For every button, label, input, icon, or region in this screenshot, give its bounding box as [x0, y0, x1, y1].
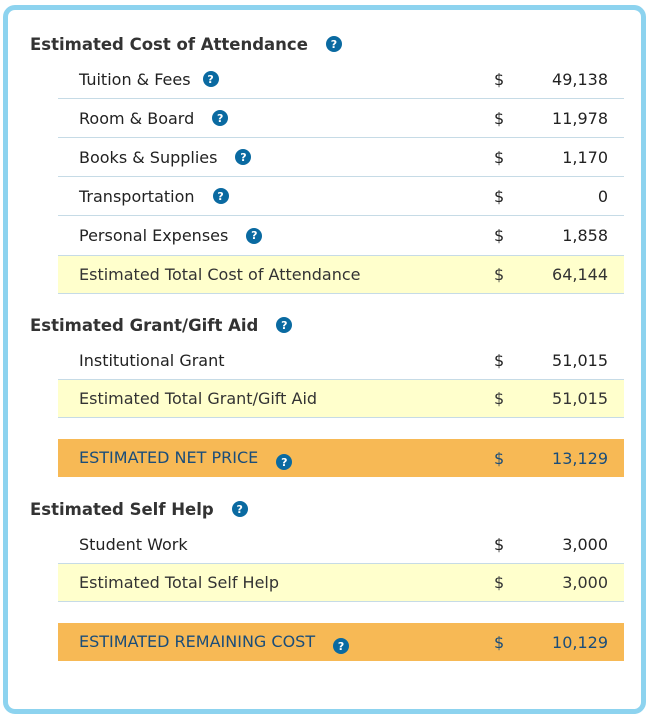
- currency-symbol: $: [494, 389, 505, 408]
- currency-symbol: $: [494, 535, 505, 554]
- row-label: Estimated Total Grant/Gift Aid: [79, 389, 318, 408]
- row-institutional-grant: [58, 341, 624, 380]
- help-icon[interactable]: ?: [213, 188, 229, 204]
- help-icon[interactable]: ?: [326, 36, 342, 52]
- help-icon[interactable]: ?: [276, 317, 292, 333]
- row-personal-expenses: [58, 216, 624, 255]
- currency-symbol: $: [494, 448, 505, 468]
- amount: 3,000: [562, 573, 608, 592]
- amount: 11,978: [552, 108, 608, 128]
- currency-symbol: $: [494, 147, 505, 167]
- help-icon[interactable]: ?: [246, 228, 262, 244]
- row-room-board: [58, 99, 624, 138]
- row-label: Institutional Grant: [79, 351, 225, 370]
- amount: 13,129: [552, 448, 608, 468]
- row-label: Student Work: [79, 535, 188, 554]
- currency-symbol: $: [494, 265, 505, 284]
- row-transportation: [58, 177, 624, 216]
- currency-symbol: $: [494, 108, 505, 128]
- cost-summary-panel: [3, 5, 646, 714]
- currency-symbol: $: [494, 351, 505, 370]
- amount: 49,138: [552, 69, 608, 89]
- amount: 10,129: [552, 632, 608, 652]
- row-label: Estimated Total Self Help: [79, 573, 280, 592]
- amount: 51,015: [552, 389, 608, 408]
- row-books-supplies: [58, 138, 624, 177]
- amount: 51,015: [552, 351, 608, 370]
- amount: 0: [597, 186, 608, 206]
- currency-symbol: $: [494, 186, 505, 206]
- help-icon[interactable]: ?: [235, 149, 251, 165]
- row-label: Transportation: [79, 186, 195, 206]
- help-icon[interactable]: ?: [333, 638, 349, 654]
- row-total-self-help: [58, 563, 624, 602]
- section-title-grant-gift-aid: Estimated Grant/Gift Aid ?: [30, 314, 292, 336]
- row-label: Books & Supplies: [79, 147, 218, 167]
- amount: 1,170: [562, 147, 608, 167]
- amount: 1,858: [562, 226, 608, 245]
- row-label: ESTIMATED NET PRICE: [79, 447, 259, 467]
- row-tuition-fees: [58, 60, 624, 99]
- amount: 64,144: [552, 265, 608, 284]
- help-icon[interactable]: ?: [203, 71, 219, 87]
- section-title-self-help: Estimated Self Help ?: [30, 498, 248, 520]
- row-total-grant-gift-aid: [58, 379, 624, 418]
- currency-symbol: $: [494, 573, 505, 592]
- help-icon[interactable]: ?: [212, 110, 228, 126]
- row-label: Estimated Total Cost of Attendance: [79, 265, 361, 284]
- section-title-cost-of-attendance: Estimated Cost of Attendance ?: [30, 33, 342, 55]
- currency-symbol: $: [494, 69, 505, 89]
- amount: 3,000: [562, 535, 608, 554]
- help-icon[interactable]: ?: [232, 501, 248, 517]
- row-estimated-net-price: [58, 439, 624, 477]
- currency-symbol: $: [494, 632, 505, 652]
- row-label: ESTIMATED REMAINING COST: [79, 631, 316, 651]
- row-student-work: [58, 525, 624, 564]
- help-icon[interactable]: ?: [276, 454, 292, 470]
- row-label: Personal Expenses: [79, 226, 229, 245]
- row-label: Tuition & Fees: [79, 69, 191, 89]
- row-label: Room & Board: [79, 108, 195, 128]
- currency-symbol: $: [494, 226, 505, 245]
- row-estimated-remaining-cost: [58, 623, 624, 661]
- row-total-cost-of-attendance: [58, 255, 624, 294]
